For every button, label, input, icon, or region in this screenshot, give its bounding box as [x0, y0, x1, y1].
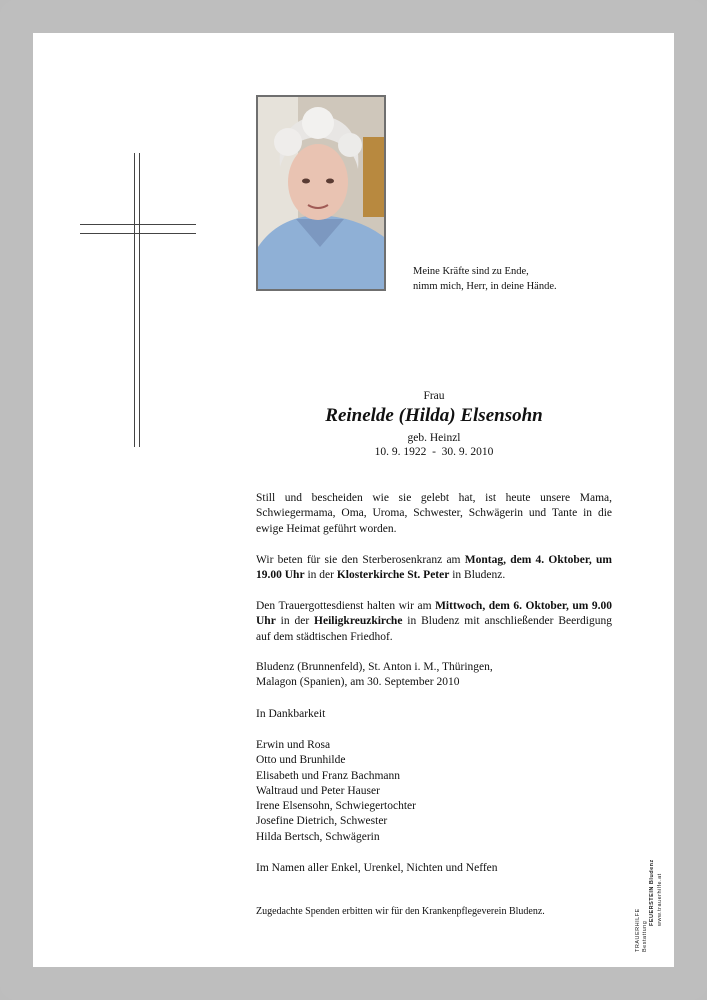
list-item: Irene Elsensohn, Schwiegertochter [256, 800, 416, 813]
quote [413, 264, 557, 294]
list-item: Hilda Bertsch, Schwägerin [256, 830, 380, 843]
family-note: Im Namen aller Enkel, Urenkel, Nichten und Neffen [256, 862, 498, 874]
birth-name: geb. Heinzl [407, 432, 461, 444]
funeral-home-logo: TRAUERHILFE Bestattung FEUERSTEIN Bludenz www.trauerhilfe.at [635, 859, 663, 952]
list-item: Otto und Brunhilde [256, 754, 346, 767]
list-item: Elisabeth und Franz Bachmann [256, 769, 401, 782]
mourners-list [256, 738, 612, 845]
title: Frau [423, 390, 445, 402]
quote-line: nimm mich, Herr, in deine Hände. [413, 281, 557, 292]
intro-paragraph: Still und bescheiden wie sie gelebt hat, ist heute unsere Mama, Schwiegermama, Oma, Uroma, Schwester, Schwägerin und Tante in die ewige Heimat geführt worden. [256, 492, 612, 535]
cross-icon [134, 153, 140, 447]
rosary-paragraph: Wir beten für sie den Sterberosenkranz am Montag, dem 4. Oktober, um 19.00 Uhr in der Klosterkirche St. Peter in Bludenz. [256, 554, 612, 582]
donation-note: Zugedachte Spenden erbitten wir für den Krankenpflegeverein Bludenz. [256, 906, 545, 917]
list-item: Erwin und Rosa [256, 739, 331, 751]
funeral-paragraph: Den Trauergottesdienst halten wir am Mittwoch, dem 6. Oktober, um 9.00 Uhr in der Heiligkreuzkirche in Bludenz mit anschließender Beerdigung auf dem städtischen Friedhof. [256, 600, 612, 643]
place-date: Bludenz (Brunnenfeld), St. Anton i. M., Thüringen, Malagon (Spanien), am 30. September 2010 [256, 661, 493, 689]
life-dates: 10. 9. 1922 - 30. 9. 2010 [374, 446, 494, 458]
deceased-name: Reinelde (Hilda) Elsensohn [325, 405, 543, 426]
quote-line: Meine Kräfte sind zu Ende, [413, 266, 529, 277]
thanks: In Dankbarkeit [256, 708, 326, 720]
portrait-photo [256, 95, 386, 291]
list-item: Josefine Dietrich, Schwester [256, 815, 388, 828]
list-item: Waltraud und Peter Hauser [256, 784, 380, 797]
